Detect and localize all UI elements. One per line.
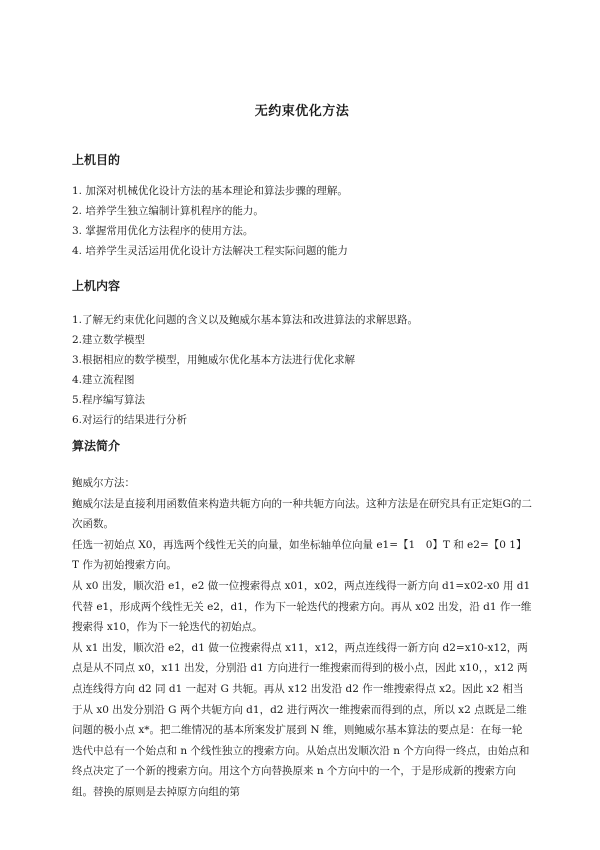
list-item: 1.了解无约束优化问题的含义以及鲍威尔基本算法和改进算法的求解思路。 xyxy=(72,314,419,326)
list-item: 4. 培养学生灵活运用优化设计方法解决工程实际问题的能力 xyxy=(72,245,348,257)
objective-list xyxy=(72,181,532,261)
list-item: 4.建立流程图 xyxy=(72,374,135,386)
list-item: 3. 掌握常用优化方法程序的使用方法。 xyxy=(72,225,254,237)
paragraph: 鲍威尔法是直接利用函数值来构造共轭方向的一种共轭方向法。这种方法是在研究具有正定矩G的二次函数。 xyxy=(72,497,532,531)
section-heading-algorithm: 算法简介 xyxy=(72,439,121,453)
list-item: 5.程序编写算法 xyxy=(72,394,146,406)
section-heading-objective: 上机目的 xyxy=(72,153,121,167)
content-list xyxy=(72,310,532,430)
list-item: 6.对运行的结果进行分析 xyxy=(72,414,188,426)
paragraph: 鲍威尔方法： xyxy=(72,477,135,489)
document-title: 无约束优化方法 xyxy=(254,104,350,119)
list-item: 3.根据相应的数学模型，用鲍威尔优化基本方法进行优化求解 xyxy=(72,354,356,366)
list-item: 1. 加深对机械优化设计方法的基本理论和算法步骤的理解。 xyxy=(72,185,348,197)
section-heading-content: 上机内容 xyxy=(72,279,121,293)
list-item: 2.建立数学模型 xyxy=(72,334,146,346)
paragraph: 任选一初始点 X0，再选两个线性无关的向量，如坐标轴单位向量 e1=【1 0】T 和 e2=【0 1】T 作为初始搜索方向。 xyxy=(72,538,527,572)
algorithm-body xyxy=(72,473,532,803)
paragraph: 从 x0 出发，顺次沿 e1，e2 做一位搜索得点 x01，x02，两点连线得一新方向 d1=x02-x0 用 d1 代替 e1，形成两个线性无关 e2，d1，作为下一轮迭代的搜索方向。再从 x02 出发，沿 d1 作一维搜索得 x10，作为下一轮迭代的初始点。 xyxy=(72,579,532,634)
list-item: 2. 培养学生独立编制计算机程序的能力。 xyxy=(72,205,264,217)
paragraph: 从 x1 出发，顺次沿 e2，d1 做一位搜索得点 x11，x12，两点连线得一新方向 d2=x10-x12，两点是从不同点 x0，x11 出发，分别沿 d1 方向进行一维搜索而得到的极小点，因此 x10，，x12 两点连线得方向 d2 同 d1 一起对 G 共轭。再从 x12 出发沿 d2 作一维搜索得点 x2。因此 x2 相当于从 x0 出发分别沿 G 两个共轭方向 d1，d2 进行两次一维搜索而得到的点，所以 x2 点既是二维问题的极小点 x*。把二维情况的基本所案发扩展到 N 维，则鲍威尔基本算法的要点是：在每一轮迭代中总有一个始点和 n 个线性独立的搜索方向。从始点出发顺次沿 n 个方向得一终点，由始点和终点决定了一个新的搜索方向。用这个方向替换原来 n 个方向中的一个，于是形成新的搜索方向组。替换的原则是去掉原方向组的第 xyxy=(72,641,530,798)
